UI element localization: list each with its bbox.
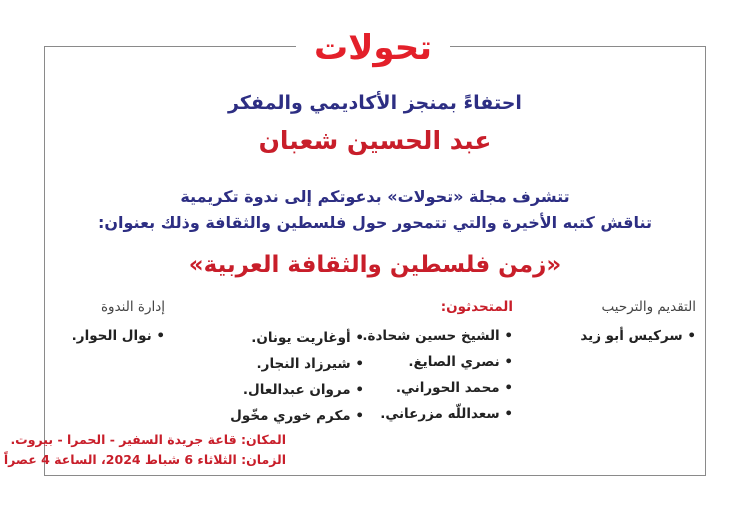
speakers-heading: المتحدثون:	[440, 299, 513, 315]
speakers-column-2	[230, 325, 364, 429]
honoree-name: عبد الحسين شعبان	[258, 126, 492, 155]
list-item: • مروان عبدالعال.	[242, 382, 364, 398]
list-item: • شيرزاد النجار.	[256, 356, 364, 372]
list-item: • محمد الحوراني.	[395, 380, 513, 396]
venue-time: الزمان: الثلاثاء 6 شباط 2024، الساعة 4 عصراً	[3, 452, 286, 467]
invite-line-2: تناقش كتبه الأخيرة والتي تتمحور حول فلسطين والثقافة وذلك بعنوان:	[97, 213, 653, 232]
invite-line-1: تتشرف مجلة «تحولات» بدعوتكم إلى ندوة تكريمية	[180, 187, 570, 206]
list-item: • أوغاريت يونان.	[251, 330, 364, 346]
venue-place: المكان: قاعة جريدة السفير - الحمرا - بيروت.	[10, 432, 286, 447]
list-item: • الشيخ حسين شحادة.	[362, 328, 513, 344]
list-item: • مكرم خوري مخّول	[230, 408, 364, 424]
header-line: احتفاءً بمنجز الأكاديمي والمفكر	[228, 92, 522, 114]
magazine-logo	[296, 24, 450, 72]
welcome-heading: التقديم والترحيب	[601, 299, 696, 315]
list-item: • نصري الصايغ.	[408, 354, 513, 370]
list-item: • سعداللّه مزرعاني.	[380, 406, 513, 422]
speakers-column-1	[362, 299, 513, 427]
logo-text: تحولات	[313, 28, 433, 68]
symposium-title: «زمن فلسطين والثقافة العربية»	[188, 252, 562, 278]
moderation-column	[72, 299, 165, 349]
moderation-heading: إدارة الندوة	[100, 299, 165, 315]
welcome-column	[580, 299, 696, 349]
list-item: • سركيس أبو زيد	[580, 328, 696, 344]
list-item: • نوال الحوار.	[71, 328, 165, 344]
